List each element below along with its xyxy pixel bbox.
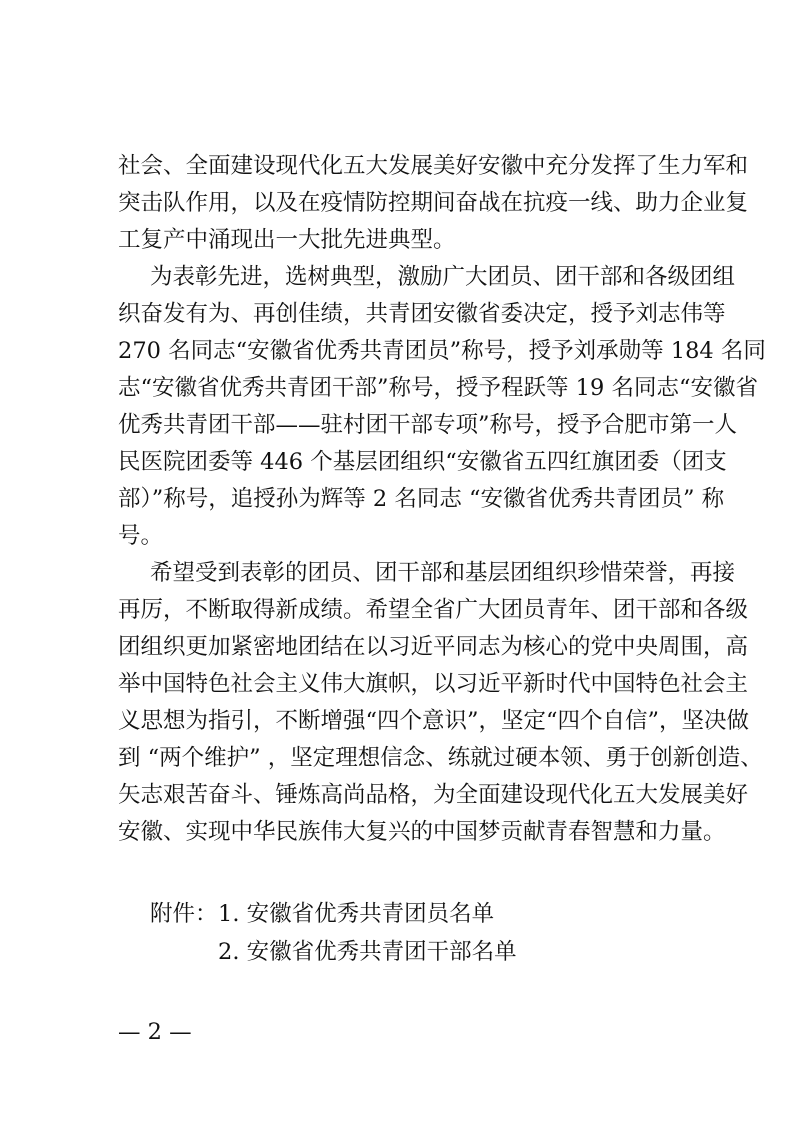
- paragraph-3-line-4: 举中国特色社会主义伟大旗帜，以习近平新时代中国特色社会主: [118, 671, 749, 697]
- paragraph-3-line-5: 义思想为指引，不断增强“四个意识”，坚定“四个自信”，坚决做: [118, 708, 750, 734]
- paragraph-3-line-7: 矢志艰苦奋斗、锤炼高尚品格，为全面建设现代化五大发展美好: [118, 782, 749, 808]
- paragraph-2-line-8: 号。: [118, 523, 164, 549]
- attachment-item-1: 1. 安徽省优秀共青团员名单: [218, 901, 495, 927]
- paragraph-2-line-7: 部）”称号，追授孙为辉等 2 名同志 “安徽省优秀共青团员” 称: [118, 486, 725, 512]
- paragraph-3-line-3: 团组织更加紧密地团结在以习近平同志为核心的党中央周围，高: [118, 634, 749, 660]
- paragraph-2-line-1: 为表彰先进，选树典型，激励广大团员、团干部和各级团组: [150, 264, 736, 290]
- paragraph-2-line-2: 织奋发有为、再创佳绩，共青团安徽省委决定，授予刘志伟等: [118, 301, 726, 327]
- paragraph-3-line-1: 希望受到表彰的团员、团干部和基层团组织珍惜荣誉，再接: [150, 560, 736, 586]
- paragraph-2-line-5: 优秀共青团干部——驻村团干部专项”称号，授予合肥市第一人: [118, 412, 738, 438]
- paragraph-2-line-3: 270 名同志“安徽省优秀共青团员”称号，授予刘承勋等 184 名同: [118, 338, 766, 364]
- attachment-item-2: 2. 安徽省优秀共青团干部名单: [218, 939, 517, 965]
- paragraph-1-line-1: 社会、全面建设现代化五大发展美好安徽中充分发挥了生力军和: [118, 153, 749, 179]
- attachments-label: 附件：: [150, 901, 218, 927]
- paragraph-1-line-3: 工复产中涌现出一大批先进典型。: [118, 227, 456, 253]
- paragraph-1-line-2: 突击队作用，以及在疫情防控期间奋战在抗疫一线、助力企业复: [118, 190, 749, 216]
- paragraph-2-line-6: 民医院团委等 446 个基层团组织“安徽省五四红旗团委（团支: [118, 449, 727, 475]
- paragraph-3-line-8: 安徽、实现中华民族伟大复兴的中国梦贡献青春智慧和力量。: [118, 819, 726, 845]
- paragraph-3-line-6: 到 “两个维护” ，坚定理想信念、练就过硬本领、勇于创新创造、: [118, 745, 763, 771]
- paragraph-3-line-2: 再厉，不断取得新成绩。希望全省广大团员青年、团干部和各级: [118, 597, 749, 623]
- page-number: — 2 —: [118, 1019, 192, 1045]
- paragraph-2-line-4: 志“安徽省优秀共青团干部”称号，授予程跃等 19 名同志“安徽省: [118, 375, 758, 401]
